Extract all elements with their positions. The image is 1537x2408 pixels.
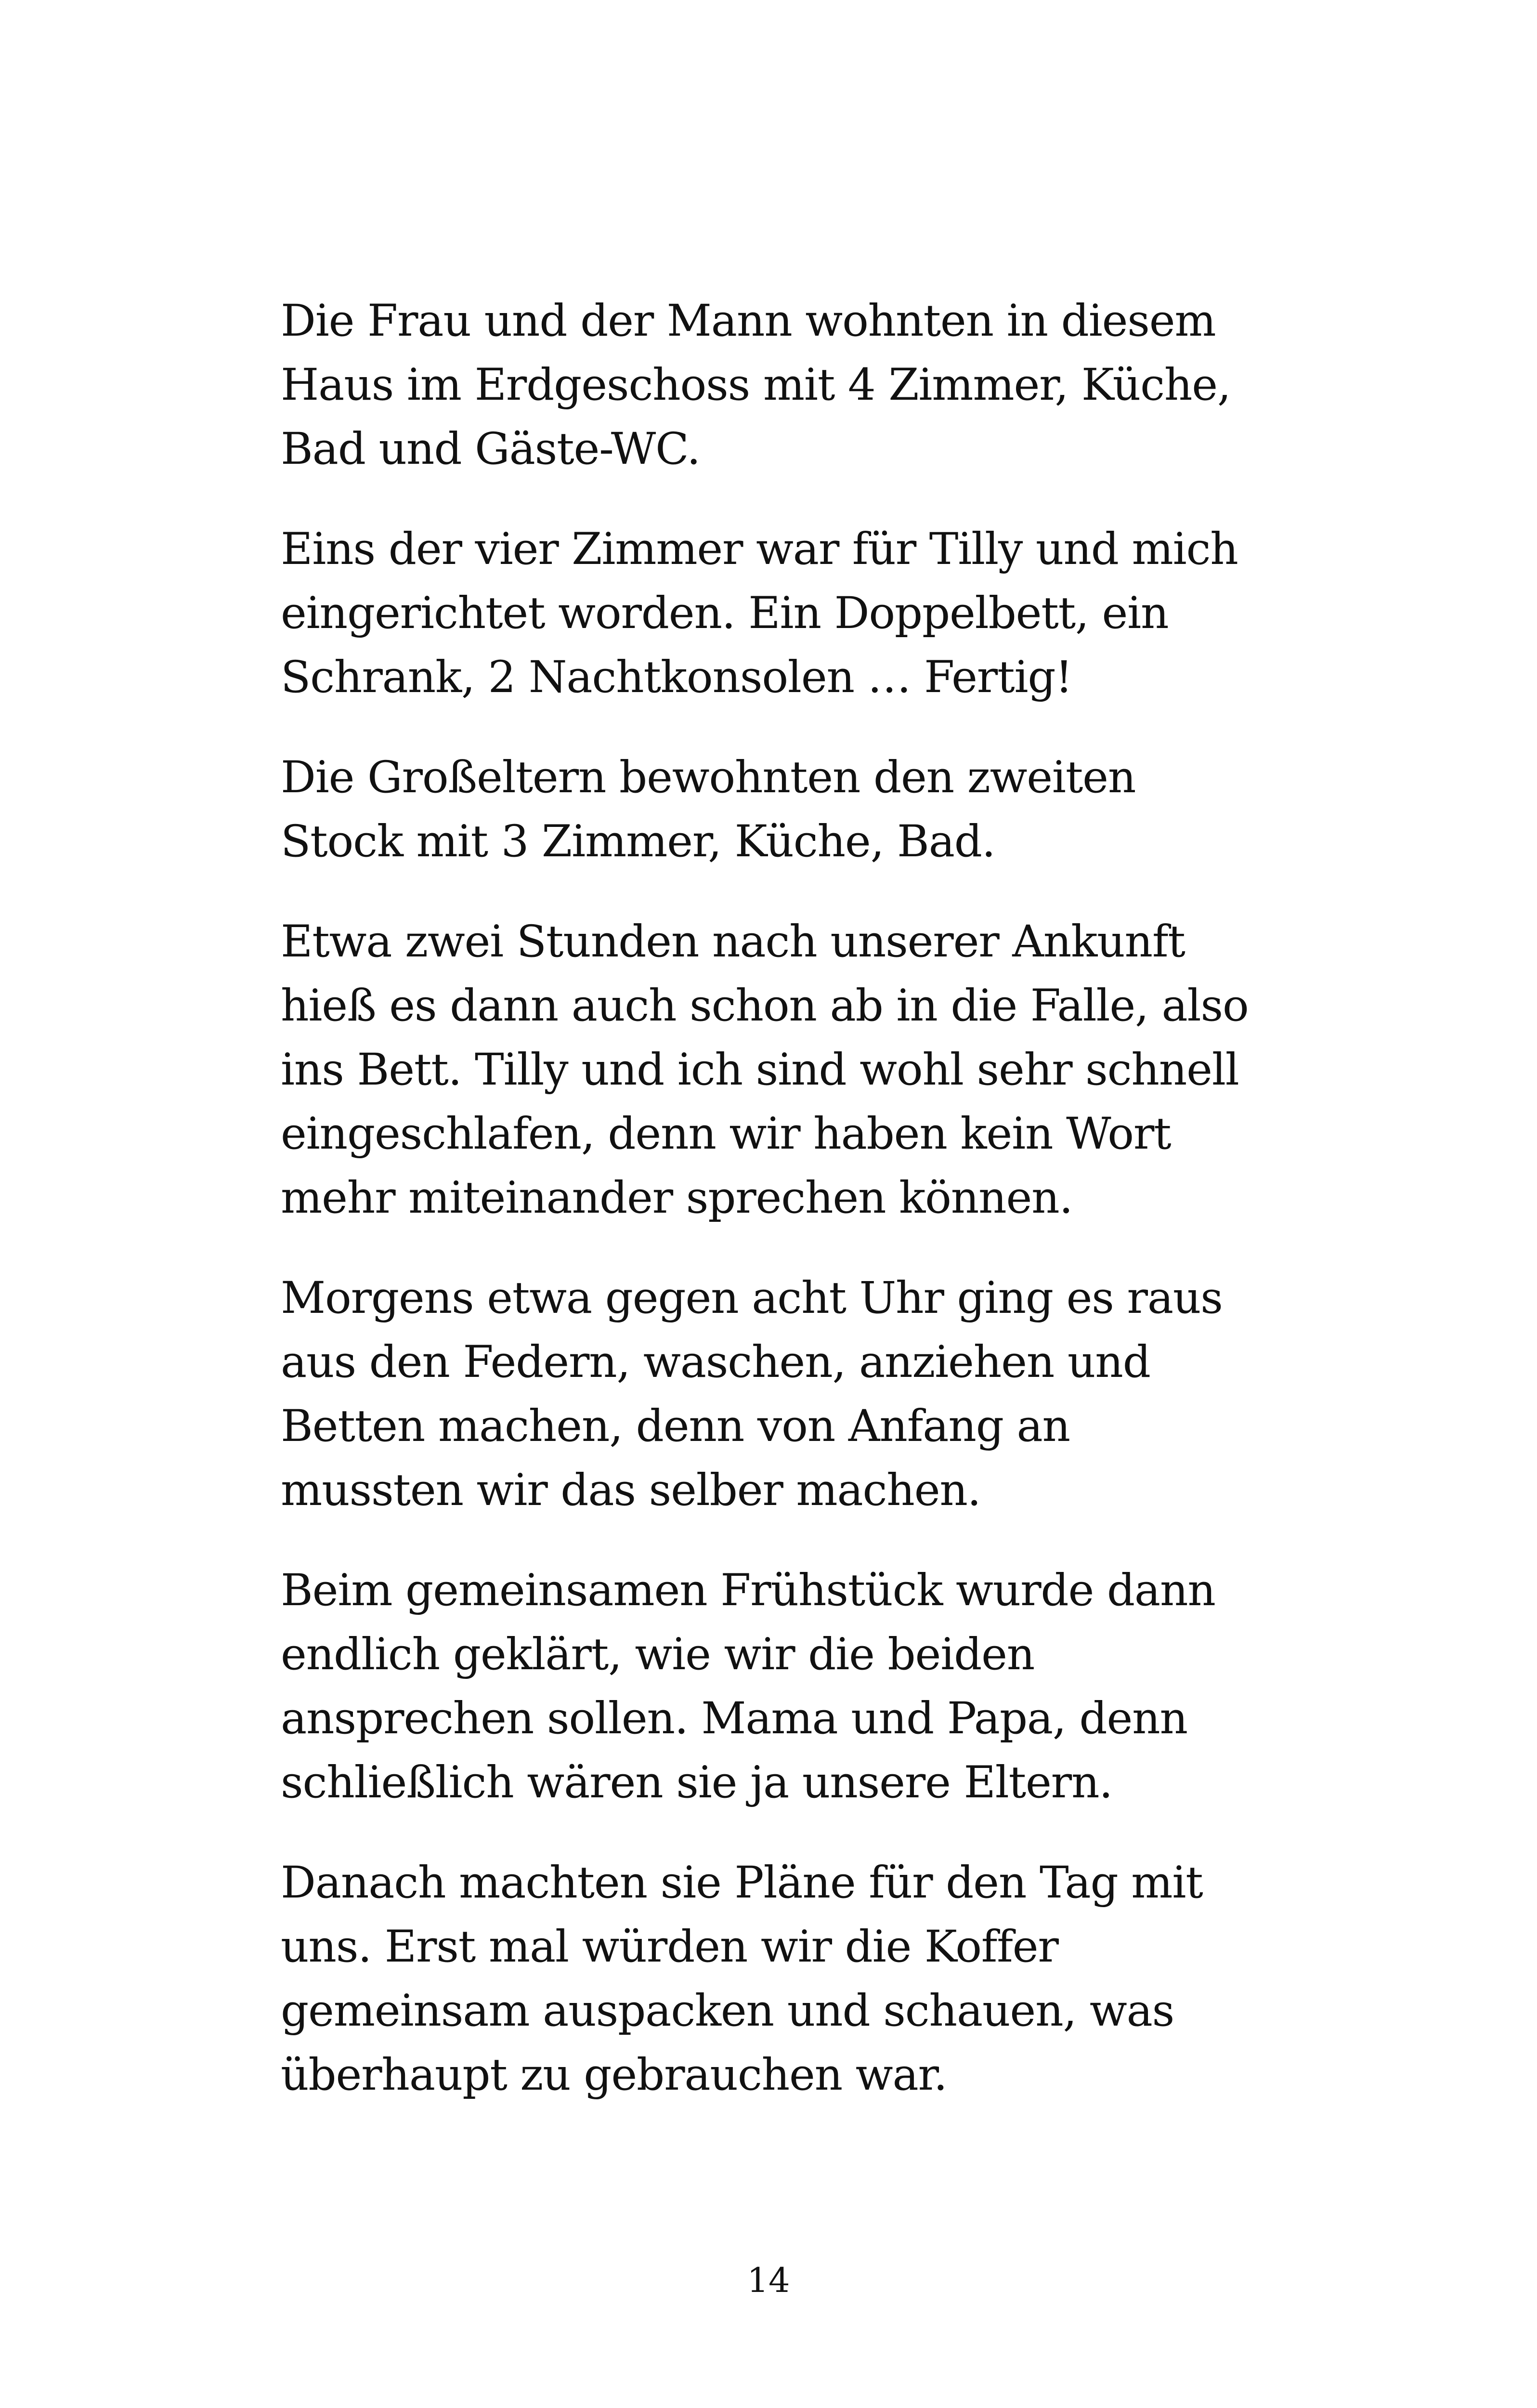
text-line: endlich geklärt, wie wir die beiden (281, 1629, 1035, 1680)
text-line: ansprechen sollen. Mama und Papa, denn (281, 1693, 1187, 1744)
text-line: überhaupt zu gebrauchen war. (281, 2050, 947, 2100)
paragraph (281, 910, 1268, 1230)
text-line: eingerichtet worden. Ein Doppelbett, ein (281, 588, 1169, 639)
text-line: eingeschlafen, denn wir haben kein Wort (281, 1109, 1171, 1159)
text-line: mehr miteinander sprechen können. (281, 1173, 1073, 1223)
text-line: Eins der vier Zimmer war für Tilly und mich (281, 524, 1238, 575)
text-line: Stock mit 3 Zimmer, Küche, Bad. (281, 816, 995, 867)
text-line: schließlich wären sie ja unsere Eltern. (281, 1757, 1113, 1808)
text-line: gemeinsam auspacken und schauen, was (281, 1986, 1174, 2036)
text-line: uns. Erst mal würden wir die Koffer (281, 1922, 1058, 1972)
text-line: Betten machen, denn von Anfang an (281, 1401, 1070, 1452)
text-line: Bad und Gäste-WC. (281, 424, 700, 474)
text-line: Die Frau und der Mann wohnten in diesem (281, 296, 1216, 346)
body-text (281, 289, 1268, 2143)
text-line: Haus im Erdgeschoss mit 4 Zimmer, Küche, (281, 360, 1231, 410)
page-number: 14 (747, 2261, 790, 2300)
text-line: Beim gemeinsamen Frühstück wurde dann (281, 1565, 1215, 1616)
text-line: hieß es dann auch schon ab in die Falle, also (281, 981, 1249, 1031)
text-line: Etwa zwei Stunden nach unserer Ankunft (281, 916, 1185, 967)
text-line: ins Bett. Tilly und ich sind wohl sehr schnell (281, 1045, 1239, 1095)
paragraph (281, 1851, 1268, 2107)
paragraph (281, 289, 1268, 481)
paragraph (281, 746, 1268, 874)
text-line: aus den Federn, waschen, anziehen und (281, 1337, 1150, 1387)
text-line: Danach machten sie Pläne für den Tag mit (281, 1858, 1203, 1908)
text-line: Die Großeltern bewohnten den zweiten (281, 752, 1136, 803)
text-line: mussten wir das selber machen. (281, 1465, 981, 1516)
paragraph (281, 1558, 1268, 1815)
text-line: Morgens etwa gegen acht Uhr ging es raus (281, 1273, 1223, 1323)
text-line: Schrank, 2 Nachtkonsolen … Fertig! (281, 652, 1072, 703)
paragraph (281, 517, 1268, 709)
paragraph (281, 1266, 1268, 1522)
